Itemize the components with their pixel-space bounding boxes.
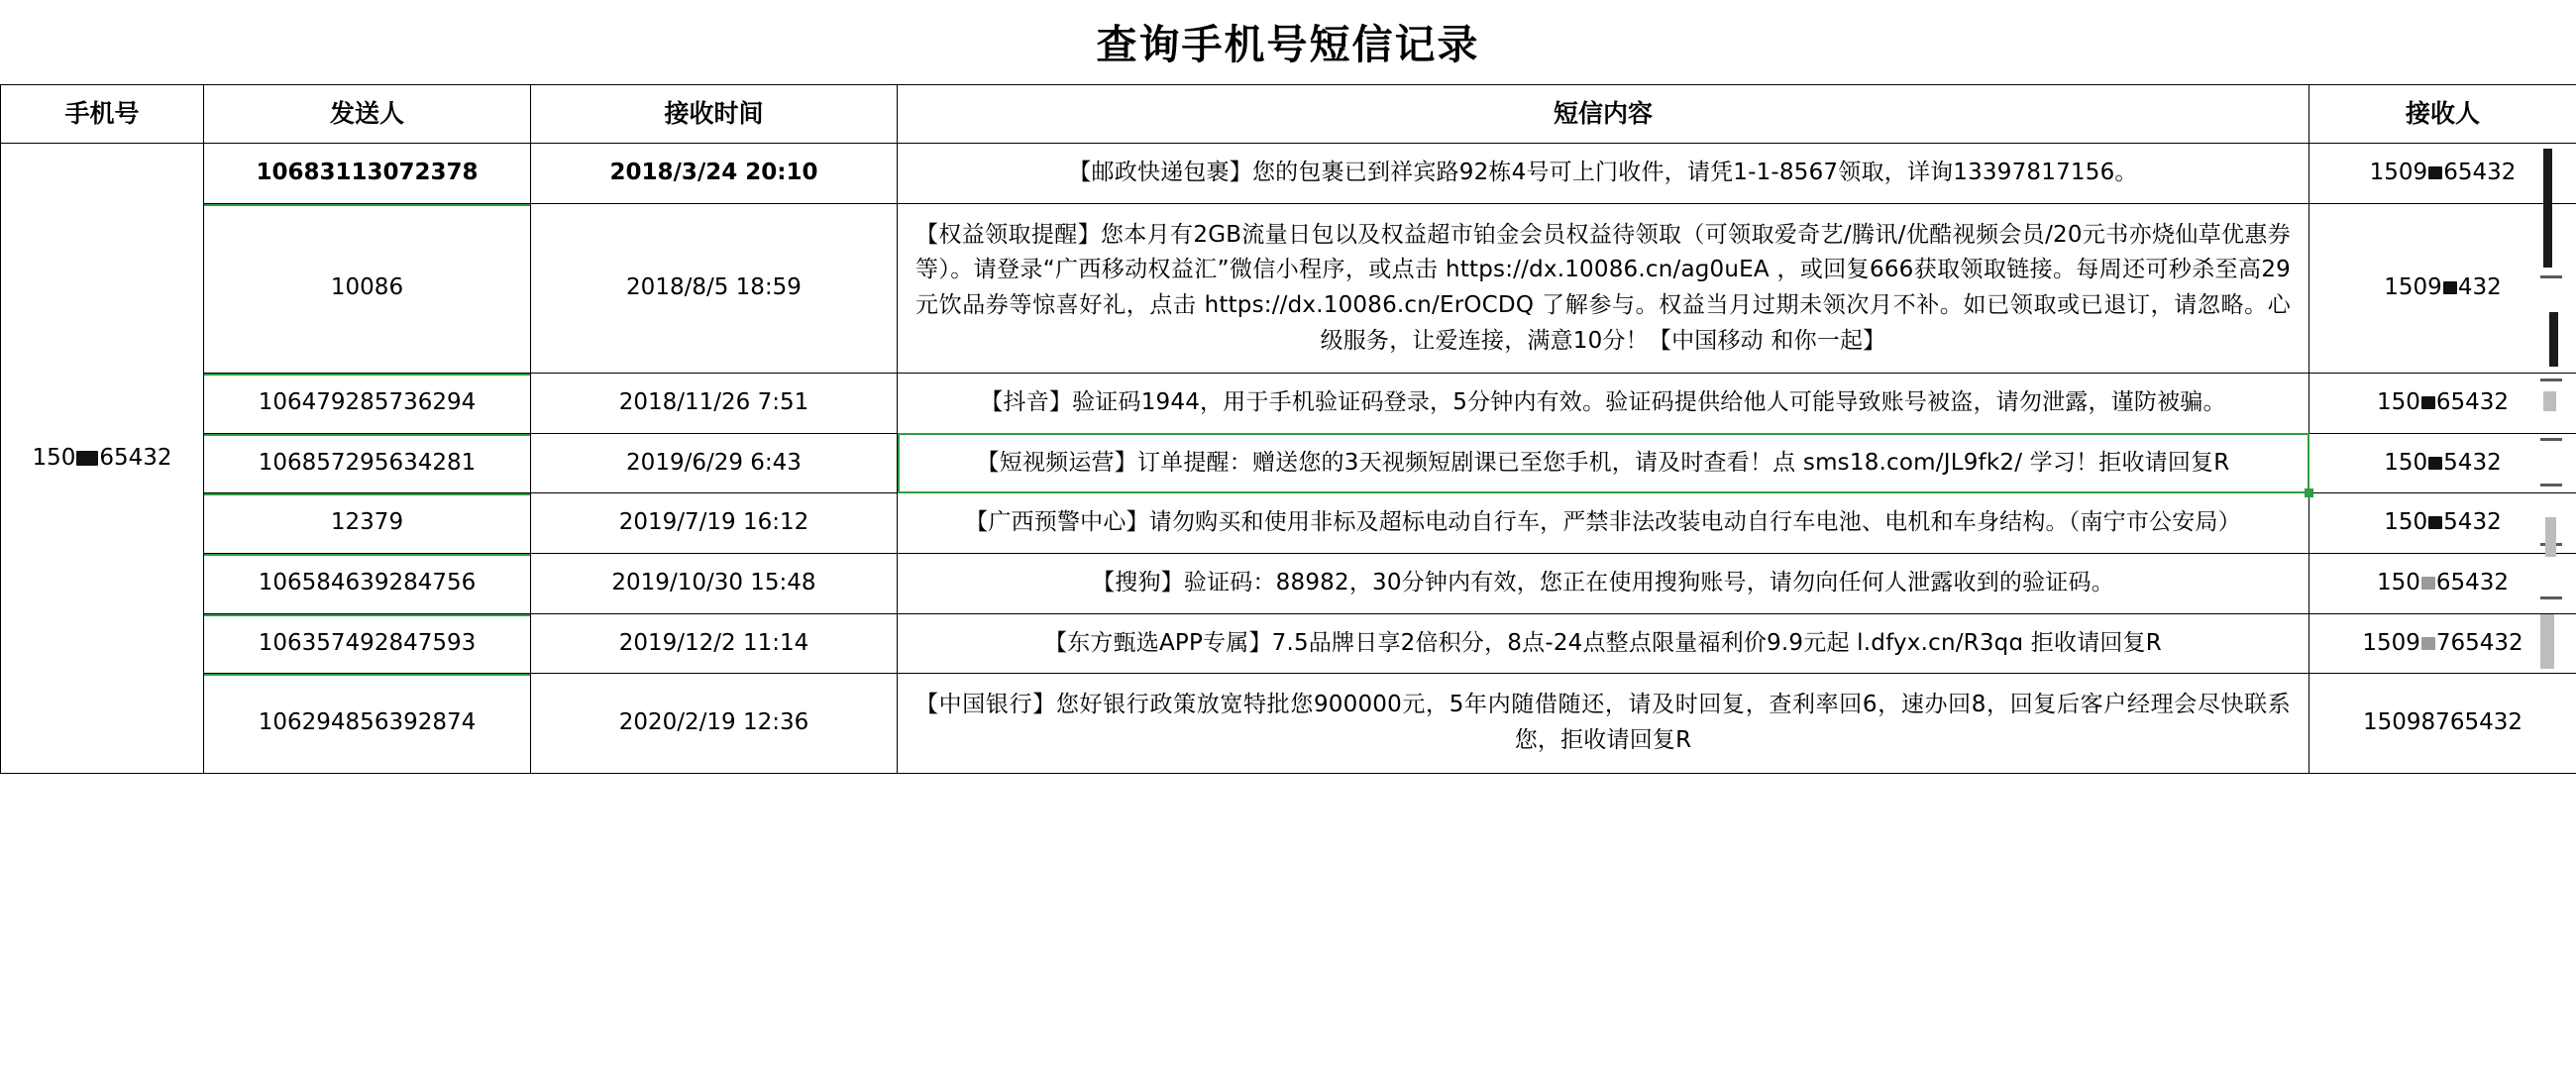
sender-number: 106357492847593 bbox=[204, 613, 531, 674]
received-time: 2019/10/30 15:48 bbox=[531, 554, 898, 614]
receiver-suffix: 5432 bbox=[2443, 509, 2502, 536]
redaction-mark bbox=[2428, 457, 2442, 470]
sms-content: 【权益领取提醒】您本月有2GB流量日包以及权益超市铂金会员权益待领取（可领取爱奇艺/腾讯/优酷视频会员/20元书亦烧仙草优惠券等）。请登录“广西移动权益汇”微信小程序，或点击 https://dx.10086.cn/aɡ0uEA ，或回复666获取领取链接。每周还可秒杀至高29元饮品券等惊喜好礼，点击 https://dx.10086.cn/ErOCDQ 了解参与。权益当月过期未领次月不补。如已领取或已退订，请忽略。心级服务，让爱连接，满意10分！【中国移动 和你一起】 bbox=[898, 203, 2309, 374]
table-row bbox=[1, 493, 2576, 554]
table-row bbox=[1, 144, 2576, 204]
column-header-phone: 手机号 bbox=[1, 85, 204, 144]
received-time: 2019/12/2 11:14 bbox=[531, 613, 898, 674]
receiver-prefix: 150 bbox=[2376, 570, 2420, 596]
table-row bbox=[1, 613, 2576, 674]
redaction-mark bbox=[2421, 577, 2435, 590]
table-row bbox=[1, 674, 2576, 773]
sender-number: 106294856392874 bbox=[204, 674, 531, 773]
sender-number: 10086 bbox=[204, 203, 531, 374]
receiver-number bbox=[2309, 554, 2576, 614]
sender-number: 12379 bbox=[204, 493, 531, 554]
sms-content: 【中国银行】您好银行政策放宽特批您900000元，5年内随借随还，请及时回复，查利率回6，速办回8，回复后客户经理会尽快联系您，拒收请回复R bbox=[898, 674, 2309, 773]
phone-prefix: 150 bbox=[32, 444, 76, 471]
sender-number: 106857295634281 bbox=[204, 433, 531, 493]
sms-content: 【搜狗】验证码：88982，30分钟内有效，您正在使用搜狗账号，请勿向任何人泄露收到的验证码。 bbox=[898, 554, 2309, 614]
receiver-suffix: 5432 bbox=[2443, 449, 2502, 476]
sms-content: 【东方甄选APP专属】7.5品牌日享2倍积分，8点-24点整点限量福利价9.9元起 l.dfyx.cn/R3qɑ 拒收请回复R bbox=[898, 613, 2309, 674]
page-title: 查询手机号短信记录 bbox=[1096, 21, 1480, 68]
receiver-prefix: 150 bbox=[2384, 509, 2428, 536]
table-row bbox=[1, 203, 2576, 374]
column-header-sender: 发送人 bbox=[204, 85, 531, 144]
receiver-prefix: 1509 bbox=[2369, 160, 2428, 185]
receiver-number bbox=[2309, 493, 2576, 554]
received-time: 2020/2/19 12:36 bbox=[531, 674, 898, 773]
table-row bbox=[1, 554, 2576, 614]
table-row bbox=[1, 374, 2576, 434]
redaction-mark bbox=[2428, 166, 2442, 179]
redaction-mark bbox=[2443, 281, 2457, 294]
receiver-suffix: 432 bbox=[2457, 274, 2502, 301]
sender-number: 106584639284756 bbox=[204, 554, 531, 614]
column-header-time: 接收时间 bbox=[531, 85, 898, 144]
column-header-receiver: 接收人 bbox=[2309, 85, 2576, 144]
receiver-prefix: 1509 bbox=[2384, 274, 2442, 301]
sms-content: 【抖音】验证码1944，用于手机验证码登录，5分钟内有效。验证码提供给他人可能导致账号被盗，请勿泄露，谨防被骗。 bbox=[898, 374, 2309, 434]
receiver-prefix: 150 bbox=[2376, 389, 2420, 416]
column-header-content: 短信内容 bbox=[898, 85, 2309, 144]
received-time: 2018/3/24 20:10 bbox=[531, 144, 898, 204]
receiver-number bbox=[2309, 613, 2576, 674]
phone-suffix: 65432 bbox=[99, 444, 172, 471]
receiver-suffix: 65432 bbox=[2435, 570, 2510, 596]
receiver-prefix: 150 bbox=[2384, 449, 2428, 476]
queried-phone-number bbox=[1, 144, 204, 774]
receiver-prefix: 1509 bbox=[2362, 629, 2420, 656]
receiver-prefix: 15098765432 bbox=[2363, 709, 2522, 736]
table-header-row bbox=[1, 85, 2576, 144]
sender-number: 10683113072378 bbox=[204, 144, 531, 204]
receiver-number bbox=[2309, 144, 2576, 204]
receiver-suffix: 765432 bbox=[2435, 629, 2523, 656]
receiver-suffix: 65432 bbox=[2443, 160, 2517, 185]
receiver-suffix: 65432 bbox=[2435, 389, 2510, 416]
sender-number: 106479285736294 bbox=[204, 374, 531, 434]
received-time: 2018/11/26 7:51 bbox=[531, 374, 898, 434]
redaction-mark bbox=[2428, 516, 2442, 529]
sms-content: 【邮政快递包裹】您的包裹已到祥宾路92栋4号可上门收件，请凭1-1-8567领取，详询13397817156。 bbox=[898, 144, 2309, 204]
received-time: 2019/6/29 6:43 bbox=[531, 433, 898, 493]
redaction-mark bbox=[76, 451, 98, 466]
receiver-number bbox=[2309, 374, 2576, 434]
receiver-number bbox=[2309, 203, 2576, 374]
received-time: 2019/7/19 16:12 bbox=[531, 493, 898, 554]
receiver-number bbox=[2309, 433, 2576, 493]
table-row bbox=[1, 433, 2576, 493]
sms-content-selected[interactable]: 【短视频运营】订单提醒：赠送您的3天视频短剧课已至您手机，请及时查看！点 sms18.com/JL9fk2/ 学习！拒收请回复R bbox=[898, 433, 2309, 493]
sms-content: 【广西预警中心】请勿购买和使用非标及超标电动自行车，严禁非法改装电动自行车电池、电机和车身结构。（南宁市公安局） bbox=[898, 493, 2309, 554]
receiver-number bbox=[2309, 674, 2576, 773]
redaction-mark bbox=[2421, 396, 2435, 409]
redaction-mark bbox=[2421, 637, 2435, 650]
sms-records-table bbox=[0, 84, 2576, 774]
received-time: 2018/8/5 18:59 bbox=[531, 203, 898, 374]
